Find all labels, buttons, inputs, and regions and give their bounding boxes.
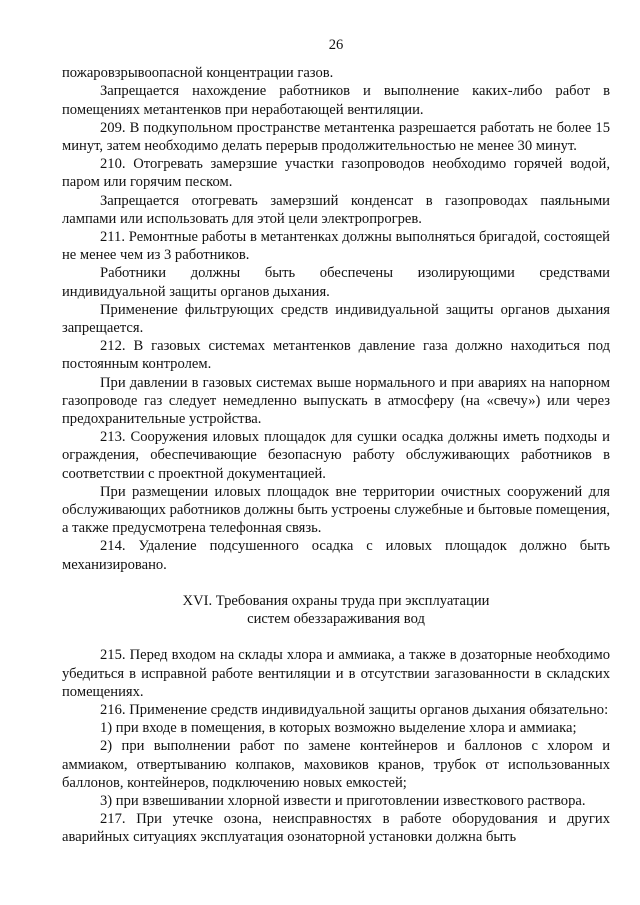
section-heading-line-2: систем обеззараживания вод [247, 611, 425, 628]
paragraph: пожаровзрывоопасной концентрации газов. [62, 65, 334, 82]
paragraph-item-209: 209. В подкупольном пространстве метантенка разрешается работать не более 15 минут, затем необходимо делать перерыв продолжительностью не менее 30 минут. [62, 119, 610, 155]
paragraph-item-212: 212. В газовых системах метантенков давление газа должно находиться под постоянным контролем. [62, 338, 610, 373]
paragraph: Запрещается нахождение работников и выполнение каких-либо работ в помещениях метантенков при неработающей вентиляции. [62, 83, 610, 118]
list-item: 2) при выполнении работ по замене контейнеров и баллонов с хлором и аммиаком, отвертыванию колпаков, маховиков кранов, трубок от использованных баллонов, контейнеров, подключению новых емкостей; [62, 738, 610, 791]
section-heading-line-1: XVI. Требования охраны труда при эксплуатации [182, 592, 490, 609]
paragraph: При давлении в газовых системах выше нормального и при авариях на напорном газопроводе газ следует немедленно выпускать в атмосферу (на «свечу») или через предохранительные устройства. [62, 374, 610, 428]
paragraph-item-210: 210. Отогревать замерзшие участки газопроводов необходимо горячей водой, паром или горячим песком. [62, 156, 610, 191]
paragraph-item-213: 213. Сооружения иловых площадок для сушки осадка должны иметь подходы и ограждения, обеспечивающие безопасную работу обслуживающих работников в соответствии с проектной документацией. [62, 429, 610, 482]
paragraph-item-215: 215. Перед входом на склады хлора и аммиака, а также в дозаторные необходимо убедиться в исправной работе вентиляции и в отсутствии загазованности в складских помещениях. [62, 647, 610, 700]
list-item: 3) при взвешивании хлорной извести и приготовлении известкового раствора. [100, 792, 586, 809]
paragraph: При размещении иловых площадок вне территории очистных сооружений для обслуживающих работников должны быть устроены служебные и бытовые помещения, а также предусмотрена телефонная связь. [62, 483, 610, 537]
list-item: 1) при входе в помещения, в которых возможно выделение хлора и аммиака; [100, 720, 577, 737]
paragraph: Применение фильтрующих средств индивидуальной защиты органов дыхания запрещается. [62, 301, 610, 337]
paragraph: Работники должны быть обеспечены изолирующими средствами индивидуальной защиты органов дыхания. [62, 265, 610, 300]
page-number: 26 [328, 37, 344, 53]
paragraph-item-211: 211. Ремонтные работы в метантенках должны выполняться бригадой, состоящей не менее чем из 3 работников. [62, 229, 610, 264]
paragraph-item-217: 217. При утечке озона, неисправностях в работе оборудования и других аварийных ситуациях эксплуатация озонаторной установки должна быть [62, 811, 610, 846]
paragraph-item-216: 216. Применение средств индивидуальной защиты органов дыхания обязательно: [100, 701, 609, 718]
paragraph-item-214: 214. Удаление подсушенного осадка с иловых площадок должно быть механизировано. [62, 538, 610, 573]
paragraph: Запрещается отогревать замерзший конденсат в газопроводах паяльными лампами или использовать для этой цели электропрогрев. [62, 192, 610, 227]
document-page [62, 36, 610, 847]
section-heading [62, 592, 610, 628]
